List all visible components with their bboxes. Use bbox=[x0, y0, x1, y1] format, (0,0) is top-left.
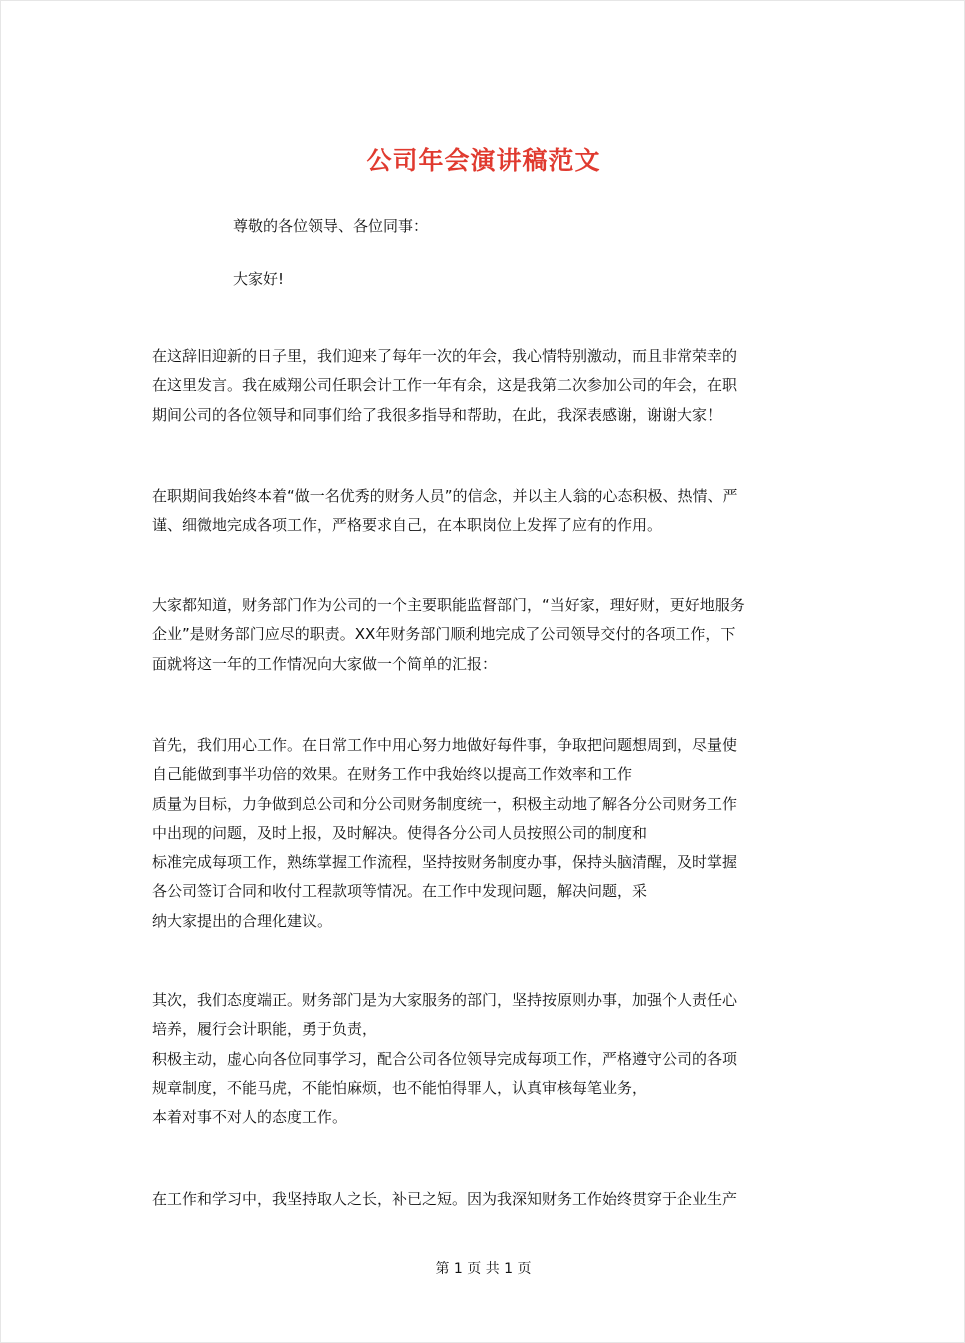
paragraph-line: 企业”是财务部门应尽的职责。XX年财务部门顺利地完成了公司领导交付的各项工作，下 bbox=[152, 625, 736, 644]
greeting: 大家好! bbox=[233, 270, 285, 288]
paragraph-6 bbox=[152, 1185, 822, 1214]
paragraph-line: 首先，我们用心工作。在日常工作中用心努力地做好每件事，争取把问题想周到，尽量使 bbox=[152, 736, 738, 754]
paragraph-line: 纳大家提出的合理化建议。 bbox=[152, 911, 333, 930]
paragraph-4 bbox=[152, 731, 822, 936]
paragraph-line: 各公司签订合同和收付工程款项等情况。在工作中发现问题，解决问题，采 bbox=[152, 882, 648, 901]
paragraph-5 bbox=[152, 986, 822, 1132]
paragraph-line: 在职期间我始终本着“做一名优秀的财务人员”的信念，并以主人翁的心态积极、热情、严 bbox=[152, 487, 738, 505]
paragraph-line: 规章制度，不能马虎，不能怕麻烦，也不能怕得罪人，认真审核每笔业务， bbox=[152, 1078, 648, 1097]
paragraph-line: 在这辞旧迎新的日子里，我们迎来了每年一次的年会，我心情特别激动，而且非常荣幸的 bbox=[152, 347, 738, 365]
paragraph-line: 期间公司的各位领导和同事们给了我很多指导和帮助，在此，我深表感谢，谢谢大家！ bbox=[152, 405, 723, 424]
paragraph-3 bbox=[152, 591, 822, 679]
paragraph-line: 中出现的问题，及时上报，及时解决。使得各分公司人员按照公司的制度和 bbox=[152, 823, 648, 842]
paragraph-line: 培养，履行会计职能，勇于负责， bbox=[152, 1020, 378, 1039]
paragraph-2 bbox=[152, 482, 822, 541]
paragraph-line: 在工作和学习中，我坚持取人之长，补已之短。因为我深知财务工作始终贯穿于企业生产 bbox=[152, 1190, 738, 1208]
document-title: 公司年会演讲稿范文 bbox=[366, 146, 601, 175]
paragraph-line: 自己能做到事半功倍的效果。在财务工作中我始终以提高工作效率和工作 bbox=[152, 765, 633, 784]
salutation: 尊敬的各位领导、各位同事： bbox=[233, 217, 429, 235]
paragraph-1 bbox=[152, 342, 822, 430]
paragraph-line: 其次，我们态度端正。财务部门是为大家服务的部门，坚持按原则办事，加强个人责任心 bbox=[152, 991, 738, 1009]
paragraph-line: 本着对事不对人的态度工作。 bbox=[152, 1108, 348, 1127]
page-footer: 第 1 页 共 1 页 bbox=[435, 1261, 532, 1277]
paragraph-line: 谨、细微地完成各项工作，严格要求自己，在本职岗位上发挥了应有的作用。 bbox=[152, 516, 663, 535]
paragraph-line: 积极主动，虚心向各位同事学习，配合公司各位领导完成每项工作，严格遵守公司的各项 bbox=[152, 1049, 738, 1068]
paragraph-line: 大家都知道，财务部门作为公司的一个主要职能监督部门，“当好家，理好财，更好地服务 bbox=[152, 596, 745, 614]
paragraph-line: 在这里发言。我在威翔公司任职会计工作一年有余，这是我第二次参加公司的年会，在职 bbox=[152, 376, 738, 395]
paragraph-line: 面就将这一年的工作情况向大家做一个简单的汇报： bbox=[152, 654, 498, 673]
paragraph-line: 标准完成每项工作，熟练掌握工作流程，坚持按财务制度办事，保持头脑清醒，及时掌握 bbox=[152, 853, 738, 872]
paragraph-line: 质量为目标，力争做到总公司和分公司财务制度统一，积极主动地了解各分公司财务工作 bbox=[152, 794, 738, 813]
